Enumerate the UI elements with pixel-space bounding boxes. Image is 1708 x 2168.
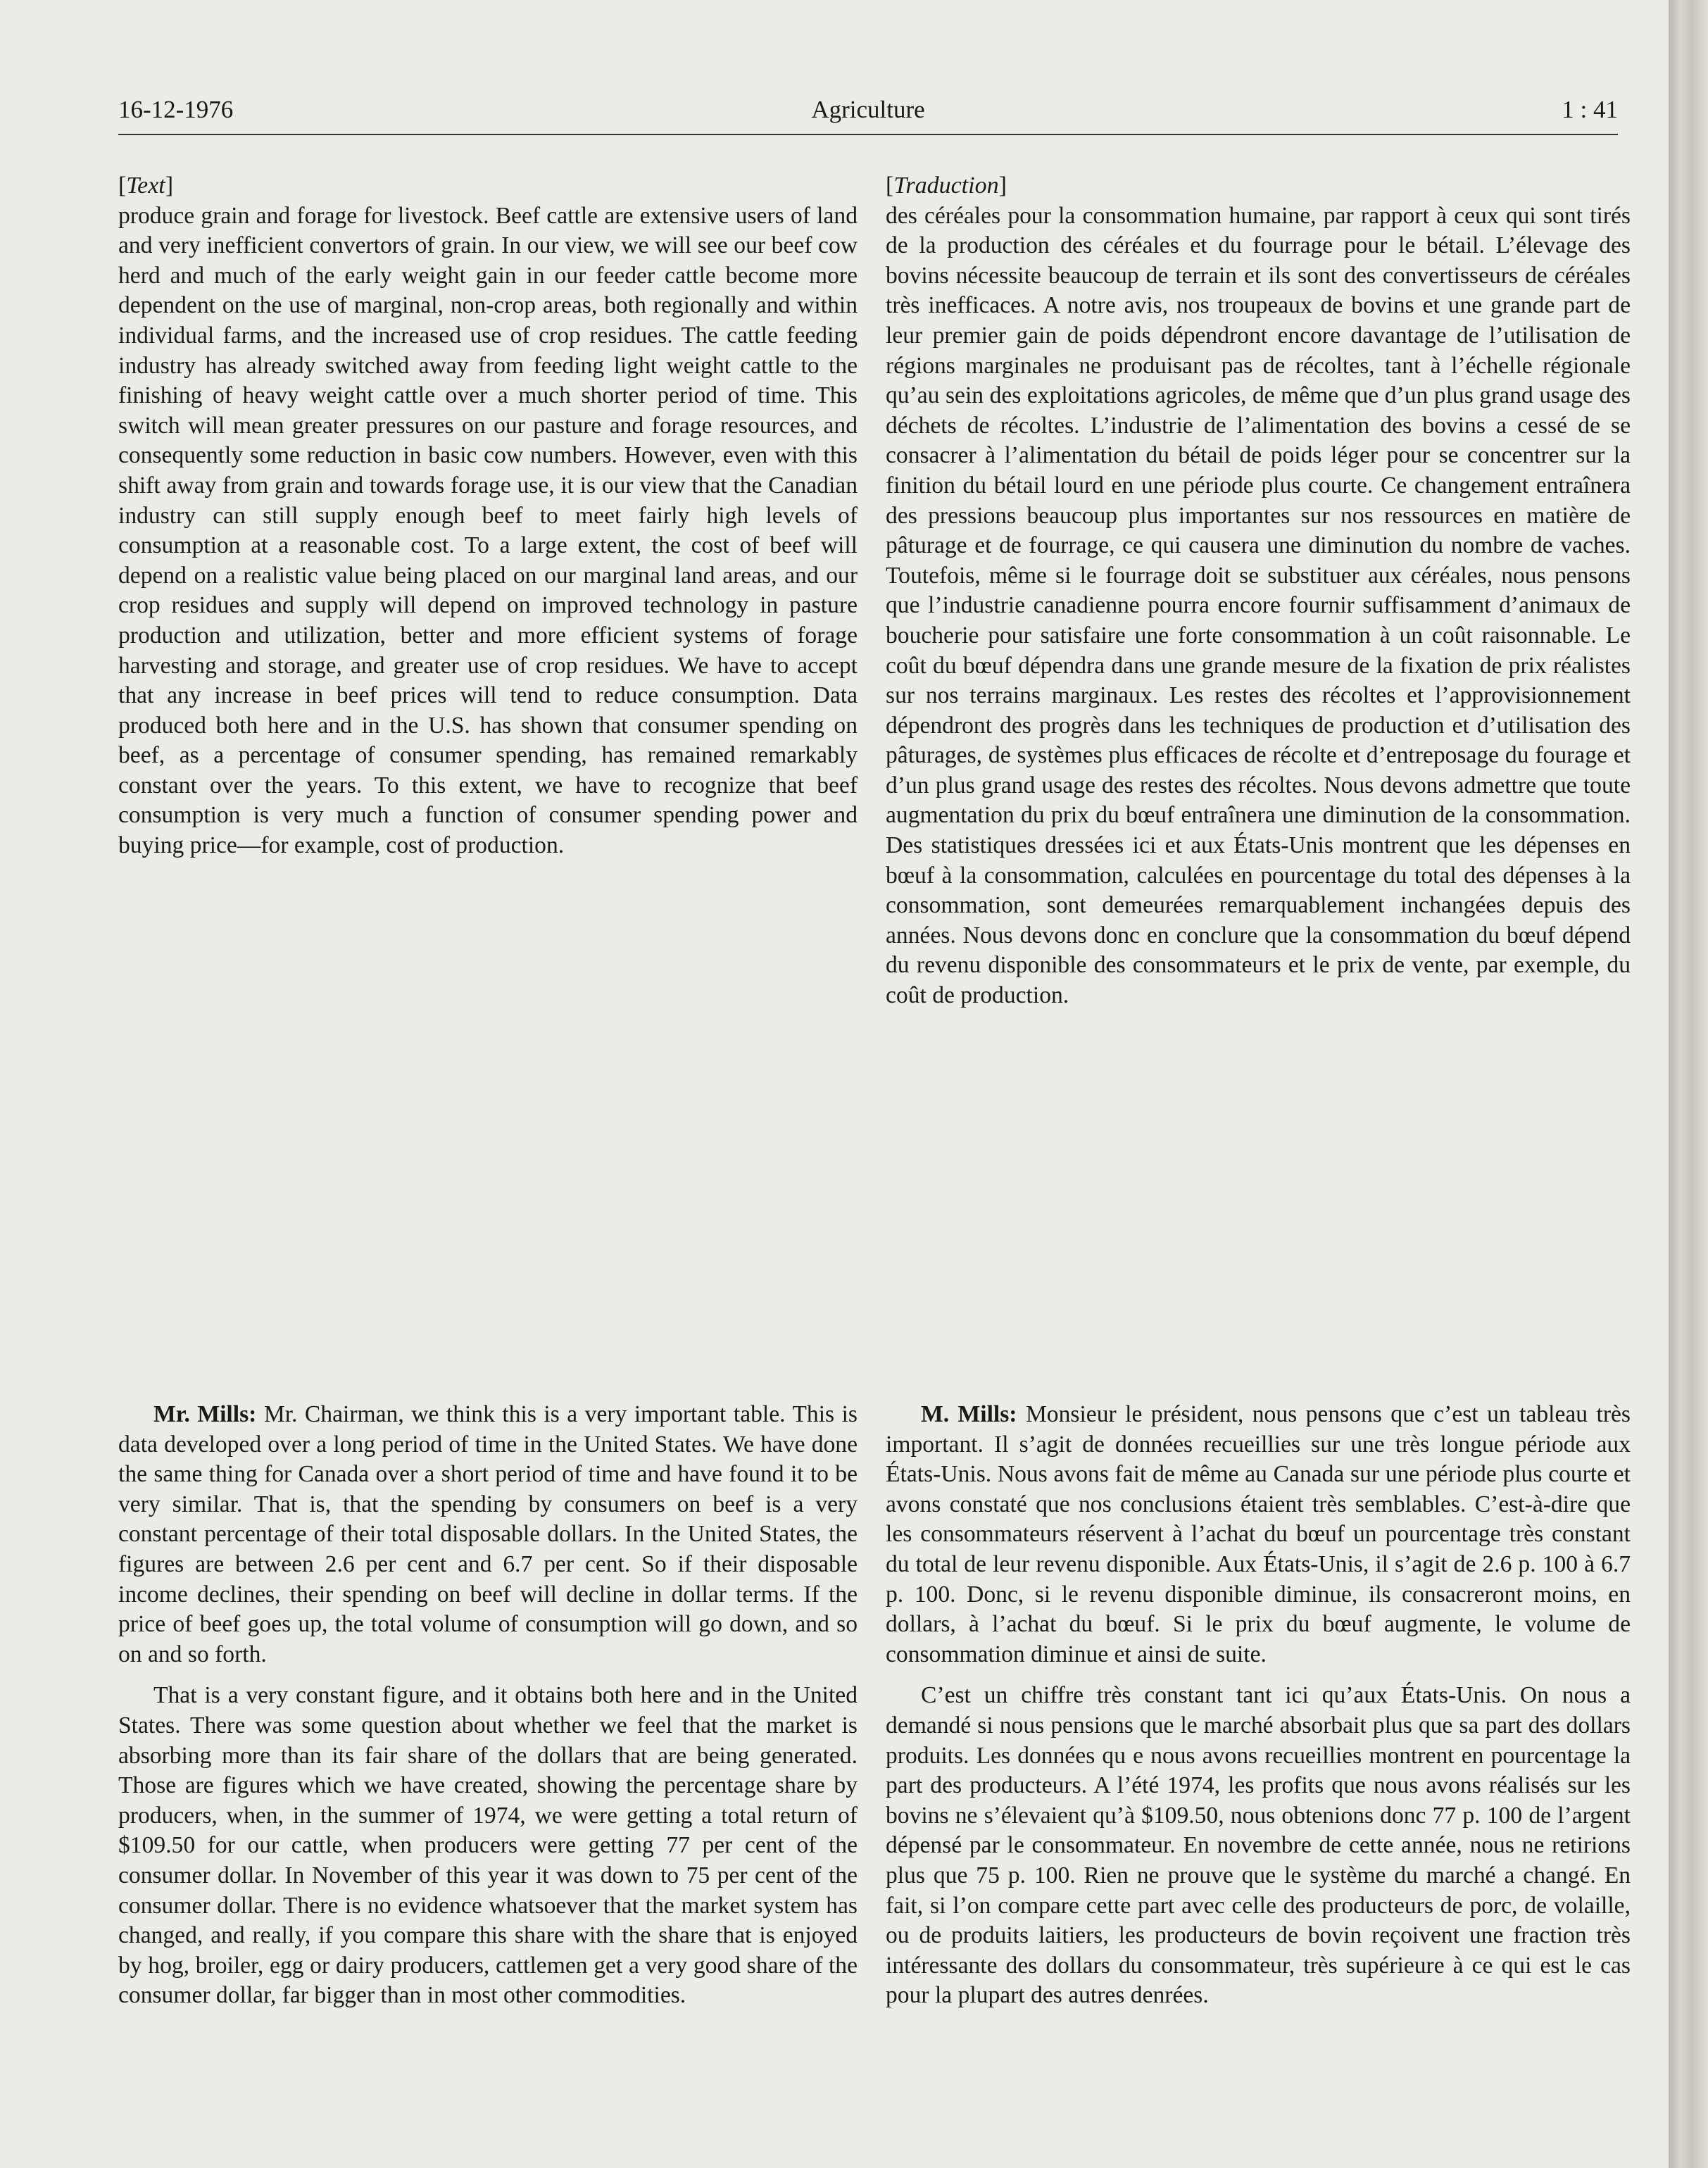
french-paragraph-3: C’est un chiffre très constant tant ici qu’aux États-Unis. On nous a demandé si nous pensions que le marché absorbait plus que sa part des dollars produits. Les données qu e nous avons recueillies montrent en pourcentage la part des producteurs. A l’été 1974, les profits que nous avons réalisés sur les bovins ne s’élevaient qu’à $109.50, nous obtenions donc 77 p. 100 de l’argent dépensé par le consommateur. En novembre de cette année, nous ne retirions plus que 75 p. 100. Rien ne prouve que le système du marché a changé. En fait, si l’on compare cette part avec celle des producteurs de porc, de volaille, ou de produits laitiers, les producteurs de bovin reçoivent une fraction très intéressante des dollars du consommateur, très supérieure à ce qui est le cas pour la plupart des autres denrées. (886, 1682, 1631, 2009)
french-column (886, 171, 1631, 2009)
english-column (118, 171, 858, 2009)
french-paragraph-2: Monsieur le président, nous pensons que c’est un tableau très important. Il s’agit de données recueillies sur une très longue période aux États-Unis. Nous avons fait de même au Canada sur une période plus courte et avons constaté que nos conclusions étaient très semblables. C’est-à-dire que les consommateurs réservent à l’achat du bœuf un pourcentage très constant du total de leur revenu disponible. Aux États-Unis, il s’agit de 2.6 p. 100 à 6.7 p. 100. Donc, si le revenu disponible diminue, ils consacreront moins, en dollars, à l’achat du bœuf. Si le prix du bœuf augmente, le volume de consommation diminue et ainsi de suite. (886, 1401, 1631, 1667)
section-label-text: [Text] (118, 173, 174, 199)
header-page-number: 1 : 41 (1562, 96, 1618, 123)
section-label-traduction: [Traduction] (886, 173, 1007, 199)
english-paragraph-2: Mr. Chairman, we think this is a very important table. This is data developed over a long period of time in the United States. We have done the same thing for Canada over a short period of time and have found it to be very similar. That is, that the spending by consumers on beef is a very constant percentage of their total disposable dollars. In the United States, the figures are between 2.6 per cent and 6.7 per cent. So if their disposable income declines, their spending on beef will decline in dollar terms. If the price of beef goes up, the total volume of consumption will go down, and so on and so forth. (118, 1401, 858, 1667)
english-paragraph-3: That is a very constant figure, and it obtains both here and in the United States. There was some question about whether we feel that the market is absorbing more than its fair share of the dollars that are being generated. Those are figures which we have created, showing the percentage share by producers, when, in the summer of 1974, we were getting a total return of $109.50 for our cattle, when producers were getting 77 per cent of the consumer dollar. In November of this year it was down to 75 per cent of the consumer dollar. There is no evidence whatsoever that the market system has changed, and really, if you compare this share with the share that is enjoyed by hog, broiler, egg or dairy producers, cattlemen get a very good share of the consumer dollar, far bigger than in most other commodities. (118, 1682, 858, 2009)
speaker-name: M. Mills: (921, 1401, 1017, 1427)
header-date: 16-12-1976 (118, 96, 234, 123)
english-paragraph-1: produce grain and forage for livestock. Beef cattle are extensive users of land and very inefficient convertors of grain. In our view, we will see our beef cow herd and much of the early weight gain in our feeder cattle become more dependent on the use of marginal, non-crop areas, both regionally and within individual farms, and the increased use of crop residues. The cattle feeding industry has already switched away from feeding light weight cattle to the finishing of heavy weight cattle over a much shorter period of time. This switch will mean greater pressures on our pasture and forage resources, and consequently some reduction in basic cow numbers. However, even with this shift away from grain and towards forage use, it is our view that the Canadian industry can still supply enough beef to meet fairly high levels of consumption at a reasonable cost. To a large extent, the cost of beef will depend on a realistic value being placed on our marginal land areas, and our crop residues and supply will depend on improved technology in pasture production and utilization, better and more efficient systems of forage harvesting and storage, and greater use of crop residues. We have to accept that any increase in beef prices will tend to reduce consumption. Data produced both here and in the U.S. has shown that consumer spending on beef, as a percentage of consumer spending, has remained remarkably constant over the years. To this extent, we have to recognize that beef consumption is very much a function of consumer spending power and buying price—for example, cost of production. (118, 202, 858, 859)
english-testimony (118, 1400, 858, 2011)
french-testimony (886, 1400, 1631, 2011)
french-paragraph-1: des céréales pour la consommation humaine, par rapport à ceux qui sont tirés de la production des céréales et du fourrage pour le bétail. L’élevage des bovins nécessite beaucoup de terrain et ils sont des convertisseurs de céréales très inefficaces. A notre avis, nos troupeaux de bovins et une grande part de leur premier gain de poids dépendront encore davantage de l’utilisation de régions marginales ne produisant pas de récoltes, tant à l’échelle régionale qu’au sein des exploitations agricoles, de même que d’un plus grand usage des déchets de récoltes. L’industrie de l’alimentation des bovins a cessé de se consacrer à l’alimentation du bétail de poids léger pour se concentrer sur la finition du bétail lourd en une période plus courte. Ce changement entraînera des pressions beaucoup plus importantes sur nos ressources en matière de pâturage et de fourrage, ce qui causera une diminution du nombre de vaches. Toutefois, même si le fourrage doit se substituer aux céréales, nous pensons que l’industrie canadienne pourra encore fournir suffisamment d’animaux de boucherie pour satisfaire une forte consommation à un coût raisonnable. Le coût du bœuf dépendra dans une grande mesure de la fixation de prix réalistes sur nos terrains marginaux. Les restes des récoltes et l’approvisionnement dépendront des progrès dans les techniques de production et d’utilisation des pâturages, de systèmes plus efficaces de récolte et d’entreposage du fourage et d’un plus grand usage des restes des récoltes. Nous devons admettre que toute augmentation du prix du bœuf entraînera une diminution de la consommation. Des statistiques dressées ici et aux États-Unis montrent que les dépenses en bœuf à la consommation, calculées en pourcentage du total des dépenses à la consommation, sont demeurées remarquablement inchangées depuis des années. Nous devons donc en conclure que la consommation du bœuf dépend du revenu disponible des consommateurs et le prix de vente, par exemple, du coût de production. (886, 202, 1631, 1009)
speaker-name: Mr. Mills: (153, 1401, 257, 1427)
page-header (118, 90, 1618, 135)
header-title: Agriculture (811, 96, 925, 123)
page-edge (1669, 0, 1708, 2168)
